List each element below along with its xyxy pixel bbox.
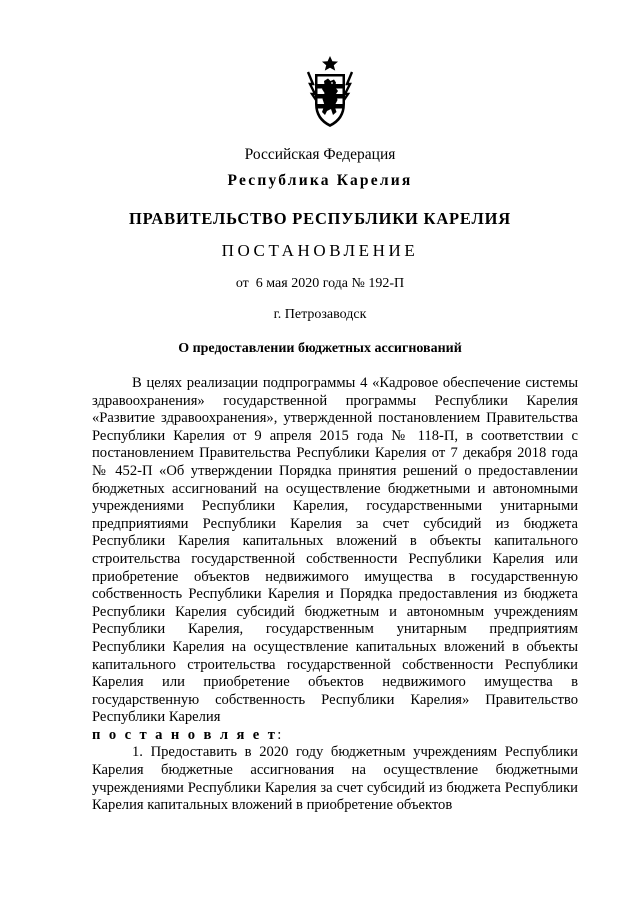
decree-colon: :	[277, 726, 282, 743]
document-city: г. Петрозаводск	[273, 307, 367, 322]
document-type: ПОСТАНОВЛЕНИЕ	[221, 241, 419, 260]
body-paragraph-2: 1. Предоставить в 2020 году бюджетным учреждениям Республики Карелия бюджетные ассигнования на осуществление бюджетными учреждениями Республики Карелия за счет субсидий из бюджета Республики Карелия капитальных вложений в приобретение объектов	[92, 744, 578, 814]
decree-word: п о с т а н о в л я е т	[92, 726, 278, 743]
decree-line	[92, 727, 578, 745]
document-body	[92, 375, 578, 815]
government-name: ПРАВИТЕЛЬСТВО РЕСПУБЛИКИ КАРЕЛИЯ	[129, 209, 511, 228]
document-subject: О предоставлении бюджетных ассигнований	[178, 341, 462, 356]
republic-name: Республика Карелия	[227, 172, 413, 189]
country-name: Российская Федерация	[244, 146, 396, 163]
document-date-number: от 6 мая 2020 года № 192-П	[235, 276, 405, 291]
coat-of-arms-emblem	[302, 54, 358, 130]
body-paragraph-1: В целях реализации подпрограммы 4 «Кадровое обеспечение системы здравоохранения» государственной программы Республики Карелия «Развитие здравоохранения», утвержденной постановлением Правительства Республики Карелия от 9 апреля 2015 года № 118-П, в соответствии с постановлением Правительства Республики Карелия от 7 декабря 2018 года № 452-П «Об утверждении Порядка принятия решений о предоставлении бюджетных ассигнований на осуществление бюджетными и автономными учреждениями Республики Карелия, государственными унитарными предприятиями Республики Карелия за счет субсидий из бюджета Республики Карелия капитальных вложений в объекты капитального строительства государственной собственности Республики Карелия или приобретение объектов недвижимого имущества в государственную собственность Республики Карелия и Порядка предоставления из бюджета Республики Карелия субсидий бюджетным и автономным учреждениям Республики Карелия, государственным унитарным предприятиям Республики Карелия на осуществление капитальных вложений в объекты капитального строительства государственной собственности Республики Карелия или приобретение объектов недвижимого имущества в государственную собственность Республики Карелия» Правительство Республики Карелия	[92, 375, 578, 726]
